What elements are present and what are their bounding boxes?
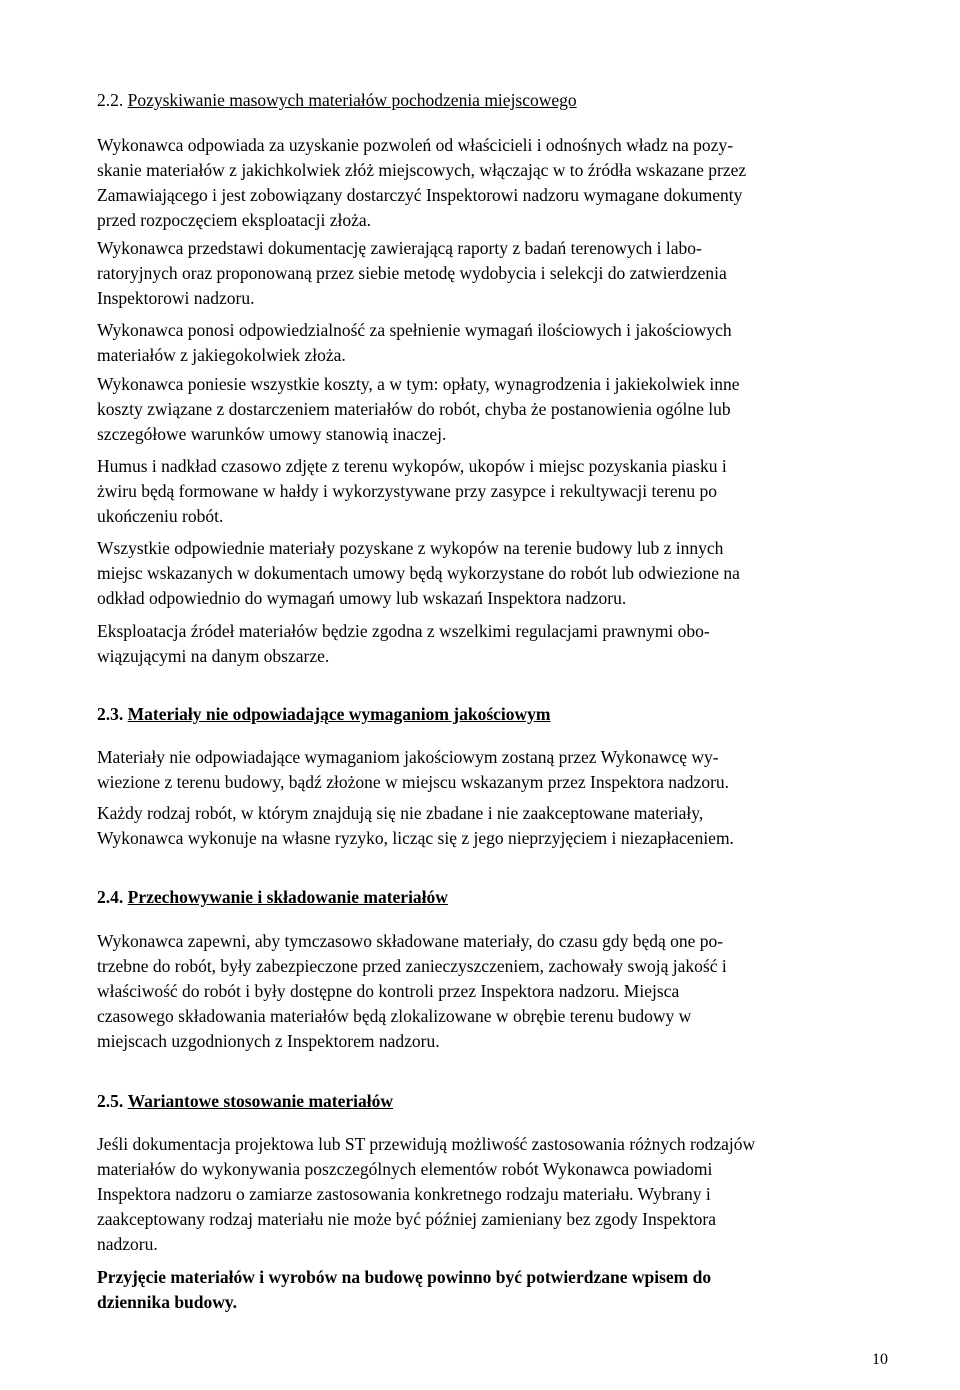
text-line: Materiały nie odpowiadające wymaganiom jakościowym zostaną przez Wykonawcę wy- <box>97 747 719 767</box>
text-line: koszty związane z dostarczeniem materiałów do robót, chyba że postanowienia ogólne lub <box>97 399 731 419</box>
text-line: zaakceptowany rodzaj materiału nie może być później zamieniany bez zgody Inspektora <box>97 1209 717 1229</box>
paragraph <box>97 536 867 611</box>
section-title: Materiały nie odpowiadające wymaganiom jakościowym <box>127 704 551 724</box>
paragraph <box>97 454 867 529</box>
paragraph <box>97 801 867 851</box>
paragraph-bold-note <box>97 1265 867 1315</box>
text-line: Inspektora nadzoru o zamiarze zastosowania konkretnego rodzaju materiału. Wybrany i <box>97 1184 711 1204</box>
text-line: trzebne do robót, były zabezpieczone przed zanieczyszczeniem, zachowały swoją jakość i <box>97 956 727 976</box>
section-title: Pozyskiwanie masowych materiałów pochodzenia miejscowego <box>127 90 577 110</box>
text-line: wiezione z terenu budowy, bądź złożone w miejscu wskazanym przez Inspektora nadzoru. <box>97 772 730 792</box>
text-line: żwiru będą formowane w hałdy i wykorzystywane przy zasypce i rekultywacji terenu po <box>97 481 718 501</box>
text-line: właściwość do robót i były dostępne do kontroli przez Inspektora nadzoru. Miejsca <box>97 981 680 1001</box>
text-line: Wykonawca odpowiada za uzyskanie pozwoleń od właścicieli i odnośnych władz na pozy- <box>97 135 734 155</box>
section-number: 2.4. <box>97 887 124 907</box>
text-line: ukończeniu robót. <box>97 506 224 526</box>
text-line: Przyjęcie materiałów i wyrobów na budowę powinno być potwierdzane wpisem do <box>97 1267 712 1287</box>
page-number: 10 <box>872 1351 888 1368</box>
text-line: szczegółowe warunków umowy stanowią inaczej. <box>97 424 447 444</box>
section-heading-2-5 <box>97 1090 393 1112</box>
text-line: nadzoru. <box>97 1234 158 1254</box>
paragraph <box>97 1132 867 1257</box>
paragraph <box>97 929 867 1054</box>
text-line: Jeśli dokumentacja projektowa lub ST przewidują możliwość zastosowania różnych rodzajów <box>97 1134 756 1154</box>
text-line: Wykonawca poniesie wszystkie koszty, a w tym: opłaty, wynagrodzenia i jakiekolwiek inne <box>97 374 740 394</box>
text-line: odkład odpowiednio do wymagań umowy lub wskazań Inspektora nadzoru. <box>97 588 627 608</box>
text-line: Zamawiającego i jest zobowiązany dostarczyć Inspektorowi nadzoru wymagane dokumenty <box>97 185 743 205</box>
text-line: Wszystkie odpowiednie materiały pozyskane z wykopów na terenie budowy lub z innych <box>97 538 724 558</box>
section-number: 2.2. <box>97 90 124 110</box>
text-line: miejsc wskazanych w dokumentach umowy będą wykorzystane do robót lub odwiezione na <box>97 563 740 583</box>
text-line: Inspektorowi nadzoru. <box>97 288 255 308</box>
text-line: czasowego składowania materiałów będą zlokalizowane w obrębie terenu budowy w <box>97 1006 692 1026</box>
text-line: dziennika budowy. <box>97 1292 238 1312</box>
text-line: Każdy rodzaj robót, w którym znajdują się nie zbadane i nie zaakceptowane materiały, <box>97 803 704 823</box>
section-heading-2-4 <box>97 886 448 908</box>
text-line: materiałów do wykonywania poszczególnych elementów robót Wykonawca powiadomi <box>97 1159 713 1179</box>
text-line: Wykonawca ponosi odpowiedzialność za spełnienie wymagań ilościowych i jakościowych <box>97 320 732 340</box>
text-line: skanie materiałów z jakichkolwiek złóż miejscowych, włączając w to źródła wskazane przez <box>97 160 747 180</box>
paragraph <box>97 133 867 233</box>
section-heading-2-2 <box>97 89 577 111</box>
section-title: Wariantowe stosowanie materiałów <box>127 1091 394 1111</box>
text-line: ratoryjnych oraz proponowaną przez siebie metodę wydobycia i selekcji do zatwierdzenia <box>97 263 727 283</box>
paragraph <box>97 236 867 311</box>
text-line: Humus i nadkład czasowo zdjęte z terenu wykopów, ukopów i miejsc pozyskania piasku i <box>97 456 727 476</box>
text-line: materiałów z jakiegokolwiek złoża. <box>97 345 346 365</box>
paragraph <box>97 619 867 669</box>
section-number: 2.3. <box>97 704 124 724</box>
paragraph <box>97 318 867 368</box>
text-line: Wykonawca przedstawi dokumentację zawierającą raporty z badań terenowych i labo- <box>97 238 702 258</box>
text-line: Eksploatacja źródeł materiałów będzie zgodna z wszelkimi regulacjami prawnymi obo- <box>97 621 710 641</box>
section-number: 2.5. <box>97 1091 124 1111</box>
text-line: wiązującymi na danym obszarze. <box>97 646 330 666</box>
section-heading-2-3 <box>97 703 551 725</box>
text-line: przed rozpoczęciem eksploatacji złoża. <box>97 210 372 230</box>
text-line: Wykonawca wykonuje na własne ryzyko, licząc się z jego nieprzyjęciem i niezapłaceniem. <box>97 828 734 848</box>
paragraph <box>97 745 867 795</box>
text-line: Wykonawca zapewni, aby tymczasowo składowane materiały, do czasu gdy będą one po- <box>97 931 724 951</box>
text-line: miejscach uzgodnionych z Inspektorem nadzoru. <box>97 1031 440 1051</box>
section-title: Przechowywanie i składowanie materiałów <box>127 887 448 907</box>
paragraph <box>97 372 867 447</box>
